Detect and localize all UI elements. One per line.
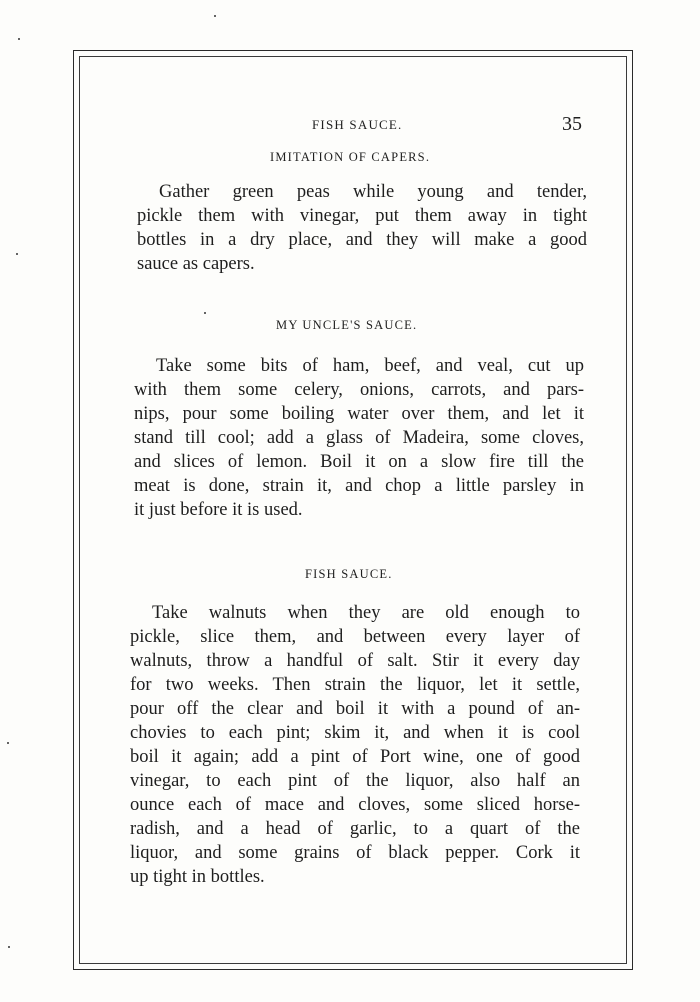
text-line: liquor, and some grains of black pepper. Cork it — [130, 843, 580, 863]
paper-speck — [16, 253, 18, 255]
text-line: pickle them with vinegar, put them away in tight — [137, 206, 587, 226]
paper-speck — [18, 38, 20, 40]
paper-speck — [214, 15, 216, 17]
paragraph-capers — [137, 180, 587, 276]
paper-speck — [8, 946, 10, 948]
text-line: and slices of lemon. Boil it on a slow fire till the — [134, 452, 584, 472]
text-line: boil it again; add a pint of Port wine, one of good — [130, 747, 580, 767]
text-line: with them some celery, onions, carrots, and pars- — [134, 380, 584, 400]
text-line: meat is done, strain it, and chop a little parsley in — [134, 476, 584, 496]
text-line: vinegar, to each pint of the liquor, also half an — [130, 771, 580, 791]
text-line: Take walnuts when they are old enough to — [152, 603, 580, 623]
text-line: up tight in bottles. — [130, 867, 265, 887]
text-line: walnuts, throw a handful of salt. Stir it every day — [130, 651, 580, 671]
text-line: pour off the clear and boil it with a pound of an- — [130, 699, 580, 719]
section-heading-capers: IMITATION OF CAPERS. — [270, 150, 431, 164]
paragraph-uncles-sauce — [134, 354, 584, 522]
running-title: FISH SAUCE. — [312, 117, 403, 132]
text-line: pickle, slice them, and between every layer of — [130, 627, 580, 647]
text-line: bottles in a dry place, and they will make a good — [137, 230, 587, 250]
text-line: radish, and a head of garlic, to a quart of the — [130, 819, 580, 839]
text-line: sauce as capers. — [137, 254, 255, 274]
text-line: Take some bits of ham, beef, and veal, cut up — [156, 356, 584, 376]
paper-speck — [7, 742, 9, 744]
text-line: Gather green peas while young and tender, — [159, 182, 587, 202]
text-line: for two weeks. Then strain the liquor, let it settle, — [130, 675, 580, 695]
section-heading-fish-sauce: FISH SAUCE. — [305, 567, 393, 581]
paper-speck — [204, 312, 206, 314]
section-heading-uncles-sauce: MY UNCLE'S SAUCE. — [276, 318, 418, 332]
page-number: 35 — [562, 113, 582, 135]
text-line: ounce each of mace and cloves, some sliced horse- — [130, 795, 580, 815]
text-line: nips, pour some boiling water over them, and let it — [134, 404, 584, 424]
text-line: chovies to each pint; skim it, and when it is cool — [130, 723, 580, 743]
text-line: stand till cool; add a glass of Madeira, some cloves, — [134, 428, 584, 448]
text-line: it just before it is used. — [134, 500, 303, 520]
paragraph-fish-sauce — [130, 601, 580, 889]
